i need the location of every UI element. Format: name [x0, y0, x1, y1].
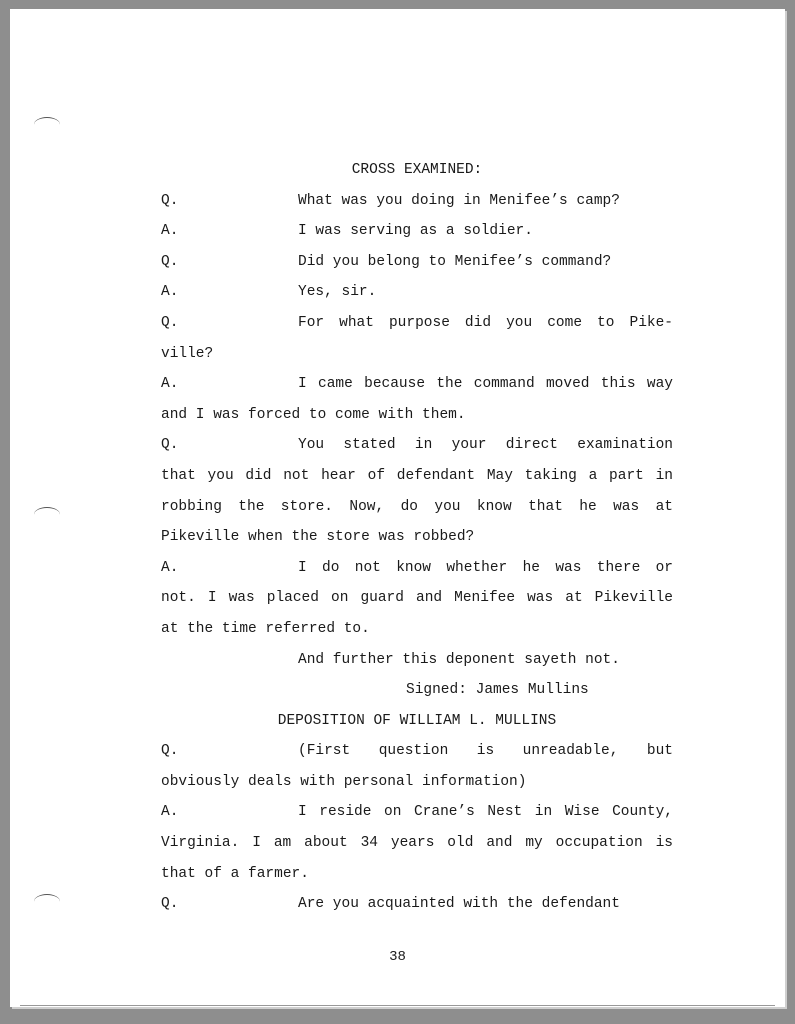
qa-text: Did you belong to Menifee’s command?	[298, 253, 612, 270]
qa-line	[161, 216, 673, 247]
qa-line	[161, 553, 673, 584]
qa-line	[161, 430, 673, 461]
qa-text: I do not know whether he was there or	[298, 559, 673, 576]
continuation-text: ville?	[161, 345, 214, 362]
qa-text: Are you acquainted with the defendant	[298, 896, 620, 913]
binder-hole-mark	[34, 117, 60, 132]
qa-line	[161, 277, 673, 308]
qa-label: A.	[161, 223, 179, 240]
qa-label: Q.	[161, 437, 179, 454]
qa-text: Yes, sir.	[298, 284, 377, 301]
qa-line	[161, 308, 673, 339]
qa-line	[161, 797, 673, 828]
continuation-text: not. I was placed on guard and Menifee was at Pikeville	[161, 590, 673, 607]
qa-label: Q.	[161, 253, 179, 270]
closing-text: And further this deponent sayeth not.	[298, 651, 620, 668]
continuation-line	[161, 400, 673, 431]
continuation-line	[161, 828, 673, 859]
qa-label: Q.	[161, 314, 179, 331]
continuation-line	[161, 859, 673, 890]
qa-label: A.	[161, 284, 179, 301]
qa-text: What was you doing in Menifee’s camp?	[298, 192, 620, 209]
continuation-line	[161, 339, 673, 370]
qa-line	[161, 369, 673, 400]
binder-hole-mark	[34, 507, 60, 522]
page-edge-rule	[20, 1005, 775, 1006]
qa-label: Q.	[161, 743, 179, 760]
page-number: 38	[389, 949, 406, 965]
qa-label: Q.	[161, 896, 179, 913]
qa-line	[161, 889, 673, 920]
qa-line	[161, 736, 673, 767]
continuation-text: that of a farmer.	[161, 865, 309, 882]
qa-text: (First question is unreadable, but	[298, 743, 673, 760]
continuation-text: Pikeville when the store was robbed?	[161, 529, 475, 546]
qa-text: I reside on Crane’s Nest in Wise County,	[298, 804, 673, 821]
continuation-line	[161, 492, 673, 523]
continuation-text: robbing the store. Now, do you know that he was at	[161, 498, 673, 515]
qa-text: I came because the command moved this way	[298, 376, 673, 393]
transcript-lines	[161, 186, 673, 920]
binder-hole-mark	[34, 894, 60, 909]
continuation-text: obviously deals with personal information)	[161, 773, 527, 790]
qa-text: I was serving as a soldier.	[298, 223, 533, 240]
qa-text: For what purpose did you come to Pike-	[298, 314, 673, 331]
continuation-text: that you did not hear of defendant May taking a part in	[161, 467, 673, 484]
qa-line	[161, 247, 673, 278]
continuation-line	[161, 583, 673, 614]
continuation-text: Virginia. I am about 34 years old and my occupation is	[161, 835, 673, 852]
qa-line	[161, 186, 673, 217]
qa-label: Q.	[161, 192, 179, 209]
continuation-text: and I was forced to come with them.	[161, 406, 466, 423]
document-page	[10, 9, 785, 1007]
qa-label: A.	[161, 559, 179, 576]
qa-label: A.	[161, 804, 179, 821]
deposition-heading: DEPOSITION OF WILLIAM L. MULLINS	[277, 712, 557, 729]
signature-line	[161, 675, 673, 706]
qa-text: You stated in your direct examination	[298, 437, 673, 454]
continuation-line	[161, 614, 673, 645]
signature-text: Signed: James Mullins	[406, 682, 589, 699]
continuation-line	[161, 767, 673, 798]
deposition-text	[161, 155, 673, 920]
qa-label: A.	[161, 376, 179, 393]
closing-statement	[161, 645, 673, 676]
continuation-line	[161, 522, 673, 553]
continuation-line	[161, 461, 673, 492]
continuation-text: at the time referred to.	[161, 620, 370, 637]
section-heading: CROSS EXAMINED:	[351, 162, 483, 178]
